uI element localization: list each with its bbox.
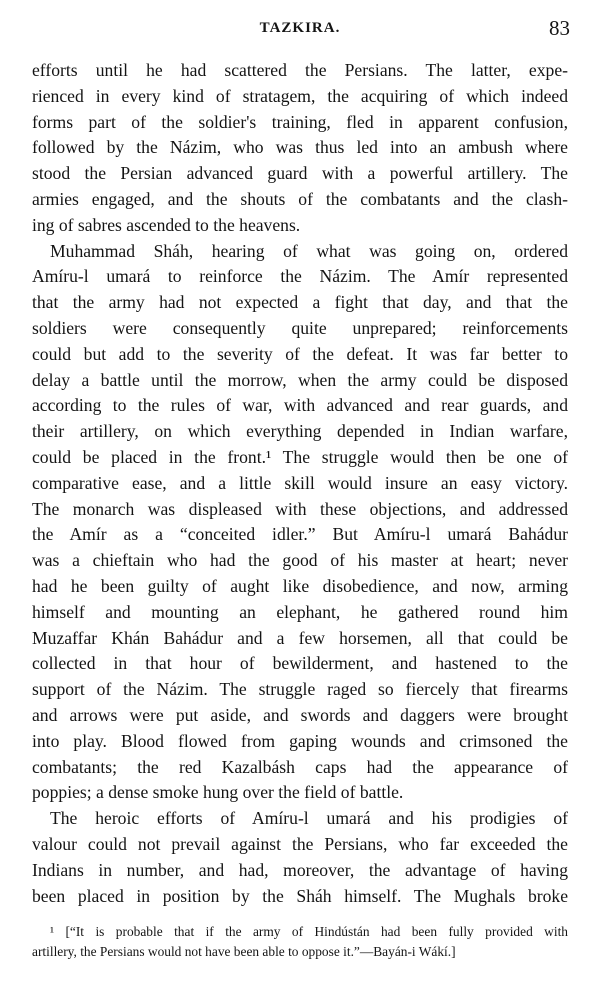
text-line: according to the rules of war, with advanced and rear guards, and xyxy=(32,395,568,416)
text-line: Amíru-l umará to reinforce the Názim. The Amír represented xyxy=(32,266,568,287)
text-line: been placed in position by the Sháh himself. The Mughals broke xyxy=(32,885,568,906)
text-line: soldiers were consequently quite unprepared; reinforcements xyxy=(32,317,568,338)
footnotes xyxy=(32,922,568,962)
text-line: stood the Persian advanced guard with a powerful artillery. The xyxy=(32,163,568,184)
text-line: valour could not prevail against the Persians, who far exceeded the xyxy=(32,833,568,854)
text-line: could be placed in the front.¹ The struggle would then be one of xyxy=(32,446,568,467)
text-line: rienced in every kind of stratagem, the acquiring of which indeed xyxy=(32,85,568,106)
text-line: into play. Blood flowed from gaping wounds and crimsoned the xyxy=(32,730,568,751)
text-line: had he been guilty of aught like disobedience, and now, arming xyxy=(32,575,568,596)
text-line: Indians in number, and had, moreover, the advantage of having xyxy=(32,859,568,880)
text-line: Muhammad Sháh, hearing of what was going on, ordered xyxy=(50,240,568,261)
text-line: ing of sabres ascended to the heavens. xyxy=(32,214,301,235)
text-line: himself and mounting an elephant, he gathered round him xyxy=(32,601,568,622)
text-line: The monarch was displeased with these objections, and addressed xyxy=(32,498,568,519)
text-line: support of the Názim. The struggle raged so fiercely that firearms xyxy=(32,679,568,700)
running-head: TAZKIRA. xyxy=(259,20,341,36)
text-line: and arrows were put aside, and swords and daggers were brought xyxy=(32,704,568,725)
page-number: 83 xyxy=(549,16,570,40)
text-line: followed by the Názim, who was thus led into an ambush where xyxy=(32,137,568,158)
text-line: combatants; the red Kazalbásh caps had the appearance of xyxy=(32,756,568,777)
text-line: their artillery, on which everything depended in Indian warfare, xyxy=(32,421,568,442)
text-line: forms part of the soldier's training, fled in apparent confusion, xyxy=(32,111,568,132)
text-line: could but add to the severity of the defeat. It was far better to xyxy=(32,343,568,364)
text-line: poppies; a dense smoke hung over the field of battle. xyxy=(32,782,404,803)
text-line: the Amír as a “conceited idler.” But Amíru-l umará Bahádur xyxy=(32,524,568,545)
text-line: that the army had not expected a fight that day, and that the xyxy=(32,292,568,313)
footnote-line: ¹ [“It is probable that if the army of Hindústán had been fully provided with xyxy=(50,924,568,939)
text-line: collected in that hour of bewilderment, and hastened to the xyxy=(32,653,568,674)
text-line: The heroic efforts of Amíru-l umará and his prodigies of xyxy=(50,808,568,829)
text-line: comparative ease, and a little skill would insure an easy victory. xyxy=(32,472,568,493)
page-header xyxy=(0,14,600,44)
text-line: armies engaged, and the shouts of the combatants and the clash- xyxy=(32,188,568,209)
text-line: efforts until he had scattered the Persians. The latter, expe- xyxy=(32,60,568,80)
footnote-line: artillery, the Persians would not have been able to oppose it.”—Bayán-i Wákí.] xyxy=(32,944,456,959)
text-line: was a chieftain who had the good of his master at heart; never xyxy=(32,550,568,571)
body-text xyxy=(32,58,568,909)
text-line: Muzaffar Khán Bahádur and a few horsemen, all that could be xyxy=(32,627,568,648)
text-line: delay a battle until the morrow, when the army could be disposed xyxy=(32,369,568,390)
